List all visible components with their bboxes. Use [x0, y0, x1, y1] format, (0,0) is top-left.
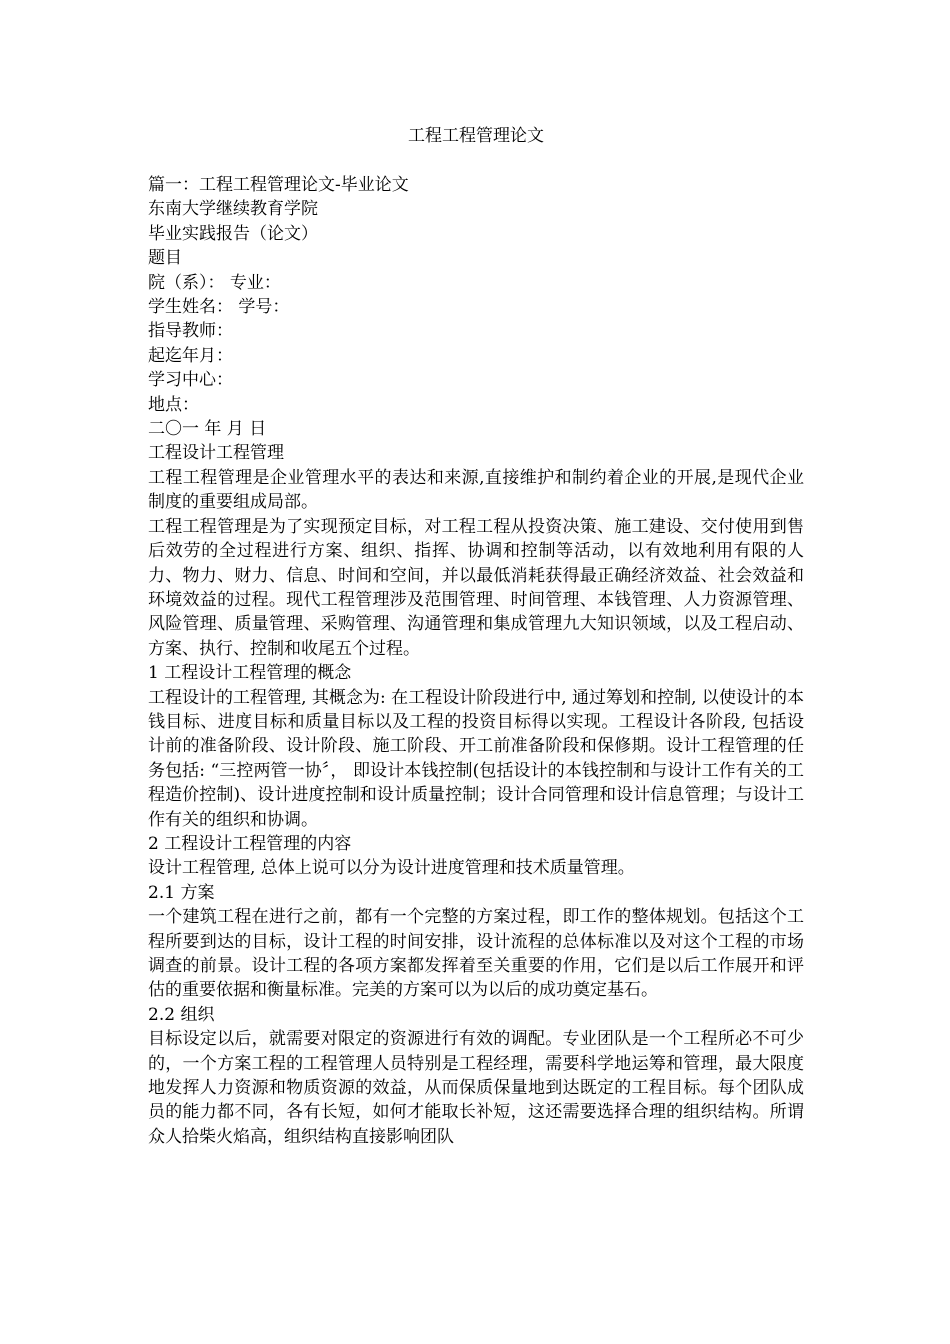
header-line: 东南大学继续教育学院 — [148, 199, 318, 220]
header-line: 地点： — [148, 394, 199, 415]
header-line: 二〇一 年 月 日 — [148, 419, 267, 440]
header-line: 院（系）： 专业： — [148, 272, 281, 293]
section-paragraph: 一个建筑工程在进行之前，都有一个完整的方案过程，即工作的整体规划。包括这个工程所要到达的目标，设计工程的时间安排，设计流程的总体标准以及对这个工程的市场调查的前景。设计工程的各项方案都发挥着至关重要的作用，它们是以后工作展开和评估的重要依据和衡量标准。完美的方案可以为以后的成功奠定基石。 — [148, 907, 804, 1001]
section-paragraph: 目标设定以后，就需要对限定的资源进行有效的调配。专业团队是一个工程所必不可少的，一个方案工程的工程管理人员特别是工程经理，需要科学地运筹和管理，最大限度地发挥人力资源和物质资源的效益，从而保质保量地到达既定的工程目标。每个团队成员的能力都不同，各有长短，如何才能取长补短，这还需要选择合理的组织结构。所谓众人拾柴火焰高，组织结构直接影响团队 — [148, 1029, 804, 1147]
intro-paragraph: 工程工程管理是为了实现预定目标，对工程工程从投资决策、施工建设、交付使用到售后效劳的全过程进行方案、组织、指挥、协调和控制等活动，以有效地利用有限的人力、物力、财力、信息、时间和空间，并以最低消耗获得最正确经济效益、社会效益和环境效益的过程。现代工程管理涉及范围管理、时间管理、本钱管理、人力资源管理、风险管理、质量管理、采购管理、沟通管理和集成管理九大知识领域，以及工程启动、方案、执行、控制和收尾五个过程。 — [148, 516, 804, 659]
section-heading: 1 工程设计工程管理的概念 — [148, 663, 352, 684]
header-line: 起迄年月： — [148, 345, 233, 366]
header-line: 篇一：工程工程管理论文-毕业论文 — [148, 175, 409, 195]
header-line: 学习中心： — [148, 370, 233, 391]
section-paragraph: 设计工程管理, 总体上说可以分为设计进度管理和技术质量管理。 — [148, 858, 635, 879]
document-title: 工程工程管理论文 — [408, 126, 544, 146]
header-line: 指导教师： — [148, 321, 233, 342]
document-page — [148, 124, 804, 1149]
header-line: 题目 — [148, 248, 182, 269]
header-line: 工程设计工程管理 — [148, 443, 284, 464]
header-line: 毕业实践报告（论文） — [148, 223, 318, 244]
section-heading: 2 工程设计工程管理的内容 — [148, 833, 352, 854]
subsection-heading: 2.2 组织 — [148, 1004, 215, 1025]
header-line: 学生姓名： 学号： — [148, 297, 290, 318]
intro-paragraph: 工程工程管理是企业管理水平的表达和来源,直接维护和制约着企业的开展,是现代企业制度的重要组成局部。 — [148, 467, 804, 513]
subsection-heading: 2.1 方案 — [148, 882, 215, 903]
section-paragraph: 工程设计的工程管理, 其概念为: 在工程设计阶段进行中, 通过筹划和控制, 以使设计的本钱目标、进度目标和质量目标以及工程的投资目标得以实现。工程设计各阶段, 包括设计前的准备阶段、设计阶段、施工阶段、开工前准备阶段和保修期。设计工程管理的任务包括: “三控两管一协〞， 即设计本钱控制(包括设计的本钱控制和与设计工作有关的工程造价控制)、设计进度控制和设计质量控制；设计合同管理和设计信息管理；与设计工作有关的组织和协调。 — [148, 687, 804, 830]
